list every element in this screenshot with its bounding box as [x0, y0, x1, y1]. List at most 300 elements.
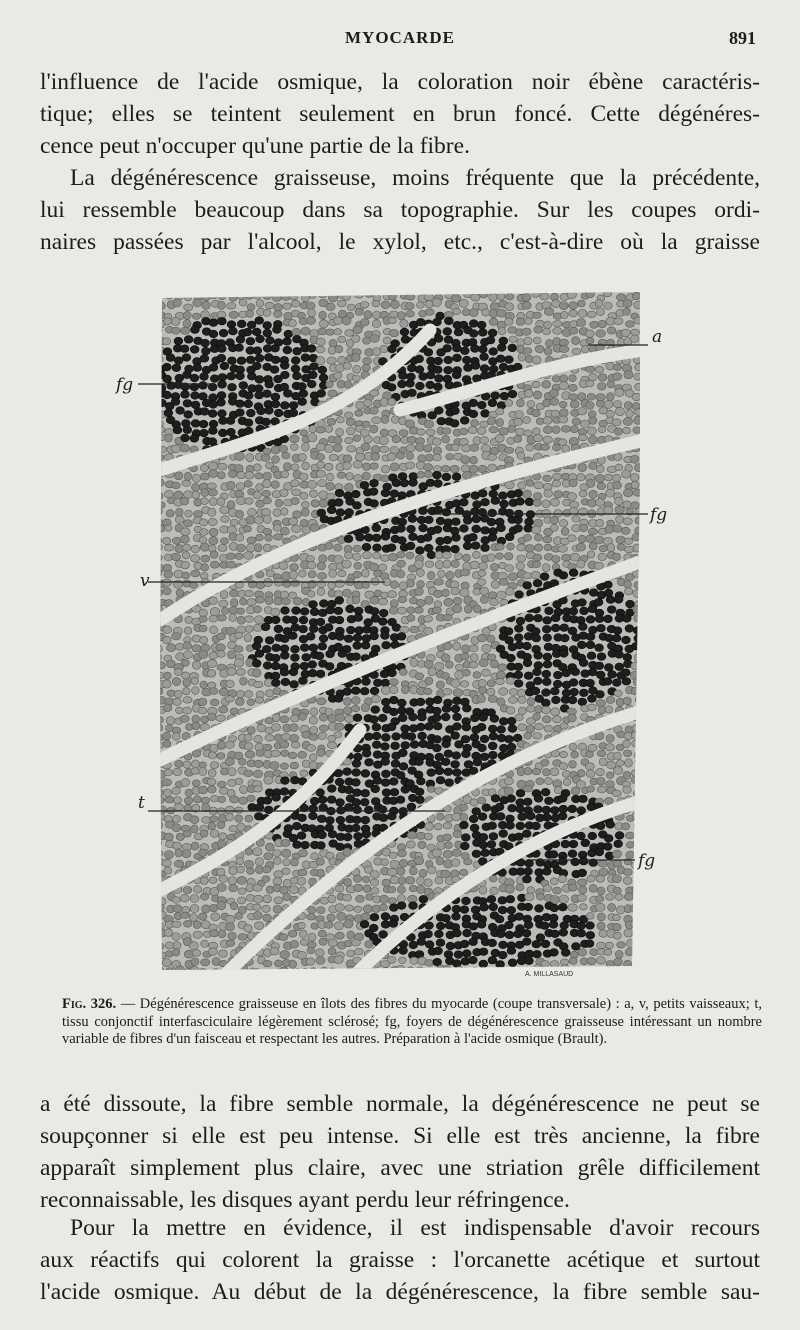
text-line: aux réactifs qui colorent la graisse : l'orcanette acétique et surtout — [40, 1247, 760, 1273]
fatty-fibre — [407, 525, 416, 533]
muscle-fibre — [586, 337, 594, 343]
fatty-fibre — [346, 626, 355, 634]
muscle-fibre — [165, 796, 174, 803]
muscle-fibre — [559, 439, 567, 446]
fatty-fibre — [166, 354, 175, 362]
muscle-fibre — [559, 520, 567, 527]
muscle-fibre — [406, 462, 415, 469]
muscle-fibre — [335, 885, 344, 892]
muscle-fibre — [400, 320, 408, 328]
fatty-fibre — [534, 652, 543, 660]
muscle-fibre — [325, 425, 333, 432]
muscle-fibre — [262, 490, 271, 496]
fatty-fibre — [453, 929, 462, 937]
muscle-fibre — [328, 948, 336, 955]
muscle-fibre — [352, 335, 360, 343]
muscle-fibre — [227, 668, 236, 676]
fatty-fibre — [585, 940, 594, 948]
muscle-fibre — [597, 786, 606, 793]
label-fg: fg — [116, 375, 134, 395]
fatty-fibre — [508, 390, 517, 398]
muscle-fibre — [622, 823, 630, 830]
muscle-fibre — [415, 560, 424, 568]
muscle-fibre — [517, 544, 526, 551]
fatty-fibre — [587, 652, 596, 660]
fatty-fibre — [289, 402, 298, 410]
fatty-fibre — [397, 699, 406, 707]
muscle-fibre — [518, 724, 527, 731]
muscle-fibre — [198, 707, 207, 714]
muscle-fibre — [199, 616, 207, 623]
muscle-fibre — [219, 706, 228, 713]
fatty-fibre — [469, 956, 478, 964]
muscle-fibre — [253, 911, 262, 919]
muscle-fibre — [390, 463, 399, 471]
muscle-fibre — [369, 563, 378, 571]
muscle-fibre — [183, 679, 191, 687]
fatty-fibre — [327, 785, 336, 793]
muscle-fibre — [165, 434, 173, 442]
muscle-fibre — [624, 402, 632, 410]
fatty-fibre — [343, 688, 352, 696]
muscle-fibre — [626, 970, 635, 977]
muscle-fibre — [343, 462, 352, 470]
fatty-fibre — [604, 615, 613, 623]
muscle-fibre — [199, 650, 208, 658]
muscle-fibre — [551, 293, 559, 300]
fatty-fibre — [488, 534, 497, 542]
fatty-fibre — [389, 920, 398, 928]
fatty-fibre — [378, 806, 387, 814]
fatty-fibre — [419, 895, 428, 903]
muscle-fibre — [587, 786, 595, 792]
fatty-fibre — [274, 625, 283, 633]
fatty-fibre — [299, 677, 308, 685]
muscle-fibre — [254, 516, 263, 524]
muscle-fibre — [208, 769, 216, 777]
muscle-fibre — [499, 579, 508, 586]
muscle-fibre — [453, 308, 461, 315]
muscle-fibre — [569, 957, 577, 964]
fatty-fibre — [496, 355, 505, 363]
muscle-fibre — [156, 302, 165, 310]
muscle-fibre — [552, 444, 560, 451]
fatty-fibre — [247, 321, 256, 329]
muscle-fibre — [157, 662, 166, 669]
muscle-fibre — [577, 894, 586, 901]
fatty-fibre — [381, 779, 390, 787]
muscle-fibre — [589, 417, 597, 424]
fatty-fibre — [470, 734, 479, 742]
fatty-fibre — [534, 662, 543, 670]
fatty-fibre — [416, 547, 425, 555]
muscle-fibre — [635, 464, 644, 472]
fatty-fibre — [441, 758, 450, 766]
muscle-fibre — [410, 686, 418, 694]
fatty-fibre — [382, 789, 391, 797]
fatty-fibre — [455, 741, 464, 749]
fatty-fibre — [190, 346, 199, 354]
muscle-fibre — [362, 472, 370, 480]
muscle-fibre — [209, 537, 218, 545]
fatty-fibre — [435, 767, 444, 775]
fatty-fibre — [291, 654, 300, 662]
fatty-fibre — [319, 635, 328, 643]
muscle-fibre — [589, 373, 598, 380]
fatty-fibre — [236, 372, 245, 380]
muscle-fibre — [536, 778, 544, 785]
muscle-fibre — [328, 346, 336, 354]
fatty-fibre — [381, 533, 390, 541]
fatty-fibre — [612, 679, 621, 687]
muscle-fibre — [525, 355, 533, 363]
muscle-fibre — [217, 651, 225, 658]
fatty-fibre — [471, 362, 480, 370]
fatty-fibre — [569, 840, 578, 848]
text-line: La dégénérescence graisseuse, moins fréquente que la précédente, — [70, 165, 760, 191]
muscle-fibre — [283, 859, 291, 866]
muscle-fibre — [343, 589, 352, 597]
fatty-fibre — [409, 902, 418, 910]
muscle-fibre — [489, 293, 497, 301]
muscle-fibre — [181, 327, 190, 334]
muscle-fibre — [218, 463, 227, 470]
muscle-fibre — [534, 723, 543, 730]
muscle-fibre — [625, 948, 633, 956]
muscle-fibre — [343, 293, 351, 301]
muscle-fibre — [163, 789, 171, 797]
muscle-fibre — [353, 326, 362, 334]
muscle-fibre — [347, 950, 355, 957]
fatty-fibre — [531, 687, 540, 695]
muscle-fibre — [309, 290, 317, 298]
muscle-fibre — [417, 877, 425, 885]
muscle-fibre — [496, 408, 504, 415]
fatty-fibre — [578, 869, 587, 877]
fatty-fibre — [452, 752, 461, 760]
fatty-fibre — [433, 722, 442, 730]
muscle-fibre — [317, 907, 326, 914]
muscle-fibre — [624, 858, 632, 865]
fatty-fibre — [516, 498, 525, 506]
muscle-fibre — [606, 970, 614, 977]
muscle-fibre — [361, 913, 370, 920]
muscle-fibre — [405, 303, 414, 310]
muscle-fibre — [336, 714, 345, 722]
muscle-fibre — [624, 960, 632, 968]
muscle-fibre — [307, 561, 316, 569]
muscle-fibre — [407, 615, 415, 622]
fatty-fibre — [309, 601, 318, 609]
fatty-fibre — [596, 822, 605, 830]
muscle-fibre — [207, 670, 216, 678]
muscle-fibre — [634, 654, 642, 662]
fatty-fibre — [183, 426, 192, 434]
muscle-fibre — [319, 499, 328, 507]
muscle-fibre — [320, 967, 328, 974]
muscle-fibre — [183, 707, 192, 714]
muscle-fibre — [399, 669, 407, 676]
muscle-fibre — [324, 922, 333, 929]
muscle-fibre — [587, 957, 596, 964]
label-fg: fg — [650, 505, 668, 525]
muscle-fibre — [282, 868, 290, 875]
fatty-fibre — [471, 542, 480, 550]
fatty-fibre — [328, 830, 337, 838]
muscle-fibre — [347, 304, 355, 311]
muscle-fibre — [578, 463, 587, 471]
muscle-fibre — [417, 429, 426, 435]
fatty-fibre — [297, 832, 306, 840]
muscle-fibre — [443, 614, 452, 621]
fatty-fibre — [218, 381, 227, 389]
muscle-fibre — [559, 763, 568, 770]
muscle-fibre — [461, 653, 470, 660]
muscle-fibre — [634, 959, 642, 967]
muscle-fibre — [633, 678, 641, 686]
fatty-fibre — [578, 599, 587, 607]
fatty-fibre — [522, 929, 531, 937]
fatty-fibre — [199, 382, 208, 390]
muscle-fibre — [183, 651, 192, 659]
fatty-fibre — [558, 812, 567, 820]
muscle-fibre — [453, 689, 463, 697]
fatty-fibre — [307, 345, 316, 353]
muscle-fibre — [230, 796, 239, 803]
muscle-fibre — [631, 776, 640, 784]
muscle-fibre — [207, 660, 216, 668]
muscle-fibre — [199, 698, 207, 706]
muscle-fibre — [473, 605, 481, 613]
muscle-fibre — [184, 293, 192, 301]
muscle-fibre — [246, 516, 255, 524]
muscle-fibre — [631, 502, 640, 509]
muscle-fibre — [317, 749, 325, 757]
fatty-fibre — [596, 691, 605, 699]
muscle-fibre — [280, 508, 288, 516]
muscle-fibre — [172, 933, 180, 941]
muscle-fibre — [487, 680, 495, 687]
muscle-fibre — [534, 534, 542, 541]
muscle-fibre — [212, 969, 221, 977]
muscle-fibre — [173, 698, 182, 706]
fatty-fibre — [460, 525, 469, 533]
muscle-fibre — [209, 877, 217, 884]
muscle-fibre — [568, 714, 576, 722]
muscle-fibre — [381, 592, 389, 598]
muscle-fibre — [199, 786, 208, 794]
fatty-fibre — [451, 761, 460, 769]
fatty-fibre — [193, 364, 202, 372]
fatty-fibre — [318, 831, 327, 839]
fatty-fibre — [579, 659, 588, 667]
fatty-fibre — [293, 347, 302, 355]
muscle-fibre — [552, 426, 560, 434]
muscle-fibre — [166, 510, 174, 517]
muscle-fibre — [567, 291, 576, 299]
fatty-fibre — [236, 336, 245, 344]
muscle-fibre — [329, 339, 337, 347]
muscle-fibre — [353, 571, 361, 578]
muscle-fibre — [336, 428, 344, 436]
muscle-fibre — [623, 869, 632, 876]
muscle-fibre — [406, 294, 415, 300]
muscle-fibre — [622, 427, 630, 433]
muscle-fibre — [417, 471, 425, 478]
muscle-fibre — [615, 407, 624, 415]
fatty-fibre — [463, 542, 472, 550]
muscle-fibre — [631, 481, 639, 488]
muscle-fibre — [280, 763, 288, 770]
fatty-fibre — [281, 607, 290, 615]
muscle-fibre — [362, 876, 370, 883]
muscle-fibre — [570, 400, 579, 408]
muscle-fibre — [381, 416, 389, 424]
muscle-fibre — [550, 398, 559, 406]
muscle-fibre — [633, 489, 642, 496]
muscle-fibre — [578, 535, 586, 543]
muscle-fibre — [153, 544, 162, 551]
muscle-fibre — [508, 425, 516, 432]
muscle-fibre — [291, 300, 300, 307]
fatty-fibre — [318, 366, 327, 374]
muscle-fibre — [406, 311, 415, 317]
fatty-fibre — [218, 410, 227, 418]
fatty-fibre — [191, 326, 200, 334]
muscle-fibre — [208, 518, 217, 525]
muscle-fibre — [632, 393, 641, 401]
muscle-fibre — [550, 768, 559, 776]
fatty-fibre — [451, 705, 460, 713]
muscle-fibre — [210, 762, 219, 769]
muscle-fibre — [244, 481, 252, 488]
muscle-fibre — [407, 831, 417, 839]
muscle-fibre — [228, 877, 237, 885]
muscle-fibre — [183, 311, 191, 319]
fatty-fibre — [373, 544, 382, 552]
muscle-fibre — [479, 562, 488, 569]
fatty-fibre — [478, 813, 487, 821]
muscle-fibre — [416, 569, 424, 577]
fatty-fibre — [398, 749, 407, 757]
muscle-fibre — [201, 555, 210, 562]
fatty-fibre — [200, 408, 209, 416]
muscle-fibre — [210, 699, 219, 706]
muscle-fibre — [535, 706, 543, 714]
fatty-fibre — [480, 353, 489, 361]
muscle-fibre — [496, 418, 504, 426]
muscle-fibre — [605, 525, 614, 533]
fatty-fibre — [516, 789, 525, 797]
fatty-fibre — [426, 371, 435, 379]
fatty-fibre — [308, 661, 317, 669]
muscle-fibre — [344, 483, 353, 491]
fatty-fibre — [450, 527, 459, 535]
muscle-fibre — [381, 301, 390, 309]
fatty-fibre — [469, 410, 478, 418]
muscle-fibre — [210, 930, 219, 937]
muscle-fibre — [382, 968, 390, 976]
muscle-fibre — [406, 453, 414, 460]
muscle-fibre — [154, 654, 162, 661]
fatty-fibre — [300, 644, 309, 652]
muscle-fibre — [612, 850, 621, 858]
muscle-fibre — [291, 497, 299, 504]
fatty-fibre — [208, 410, 217, 418]
muscle-fibre — [634, 301, 643, 309]
muscle-fibre — [198, 913, 207, 920]
muscle-fibre — [236, 690, 244, 697]
fatty-fibre — [388, 669, 397, 677]
muscle-fibre — [342, 317, 351, 325]
muscle-fibre — [553, 321, 563, 327]
fatty-fibre — [498, 897, 507, 905]
muscle-fibre — [409, 885, 417, 891]
muscle-fibre — [317, 338, 326, 346]
muscle-fibre — [247, 599, 256, 606]
muscle-fibre — [328, 294, 337, 302]
fatty-fibre — [523, 798, 532, 806]
muscle-fibre — [390, 446, 399, 453]
muscle-fibre — [524, 767, 532, 775]
muscle-fibre — [621, 527, 630, 534]
muscle-fibre — [550, 389, 559, 397]
muscle-fibre — [164, 833, 173, 841]
muscle-fibre — [388, 591, 397, 598]
fatty-fibre — [434, 480, 443, 488]
muscle-fibre — [525, 893, 534, 901]
fatty-fibre — [561, 840, 570, 848]
muscle-fibre — [237, 897, 245, 904]
muscle-fibre — [208, 508, 216, 516]
fatty-fibre — [271, 662, 280, 670]
fatty-fibre — [252, 362, 261, 370]
muscle-fibre — [354, 968, 363, 975]
muscle-fibre — [156, 742, 164, 748]
fatty-fibre — [280, 362, 289, 370]
fatty-fibre — [489, 903, 498, 911]
muscle-fibre — [533, 312, 542, 318]
text-line: reconnaissable, les disques ayant perdu leur réfringence. — [40, 1187, 570, 1213]
muscle-fibre — [200, 636, 208, 643]
muscle-fibre — [319, 725, 328, 731]
muscle-fibre — [382, 879, 391, 886]
fatty-fibre — [470, 824, 479, 832]
muscle-fibre — [489, 318, 498, 325]
fatty-fibre — [370, 632, 379, 640]
muscle-fibre — [387, 868, 397, 876]
paragraph — [40, 66, 760, 162]
muscle-fibre — [623, 489, 633, 497]
muscle-fibre — [245, 848, 253, 855]
muscle-fibre — [345, 330, 354, 337]
muscle-fibre — [219, 875, 228, 882]
fatty-fibre — [469, 923, 478, 931]
muscle-fibre — [290, 293, 298, 300]
muscle-fibre — [244, 770, 253, 777]
muscle-fibre — [415, 857, 424, 865]
fatty-fibre — [343, 768, 352, 776]
fatty-fibre — [522, 938, 531, 946]
muscle-fibre — [298, 751, 307, 758]
muscle-fibre — [508, 697, 517, 704]
muscle-fibre — [200, 543, 209, 551]
fatty-fibre — [397, 633, 406, 641]
muscle-fibre — [634, 416, 643, 424]
muscle-fibre — [263, 497, 272, 504]
muscle-fibre — [362, 569, 370, 577]
fatty-fibre — [514, 625, 523, 633]
